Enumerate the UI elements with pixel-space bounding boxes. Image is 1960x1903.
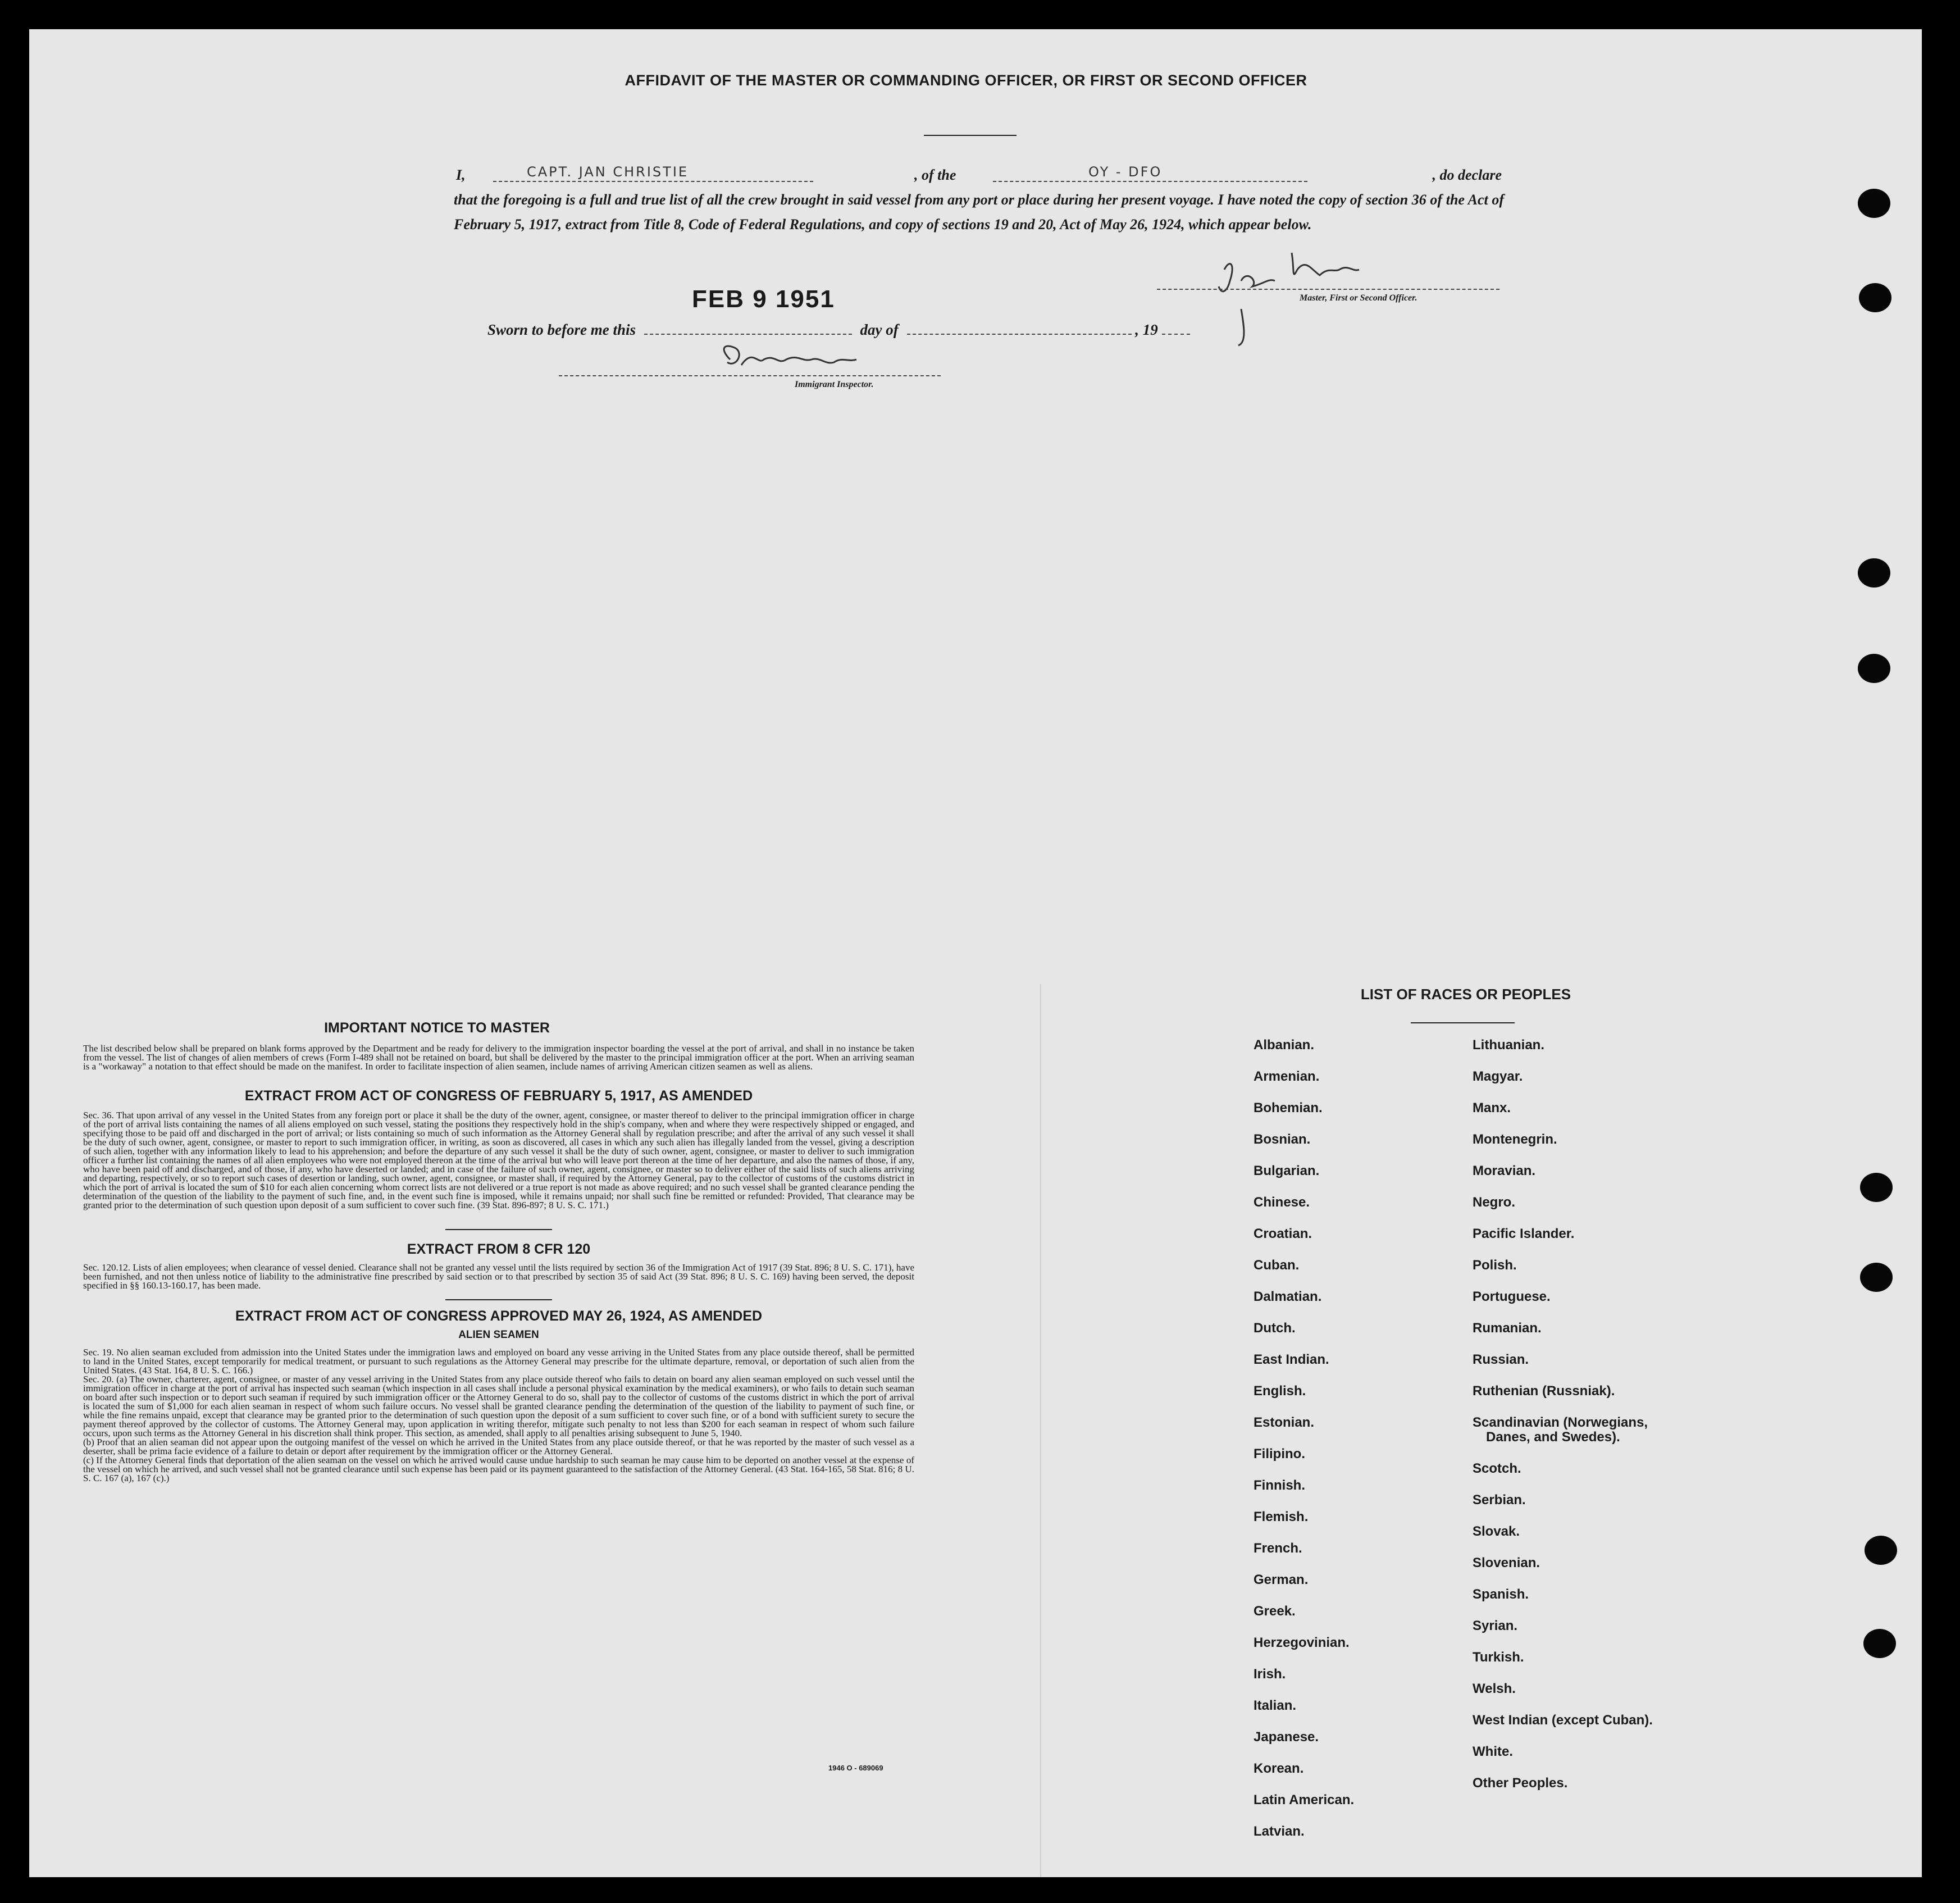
punch-hole [1860,1263,1893,1292]
race-item: Flemish. [1254,1509,1309,1524]
extract-1917-body: Sec. 36. That upon arrival of any vessel in the United States from any foreign port or place it shall be the duty of the owner, agent, consignee, or master thereof to deliver to the principal immigration officer in charge of the port of arrival lists containing the names of all aliens employed on such vessel, stating the positions they respectively hold in the ship's company, when and where they were respectively shipped or engaged, and specifying those to be paid off and discharged in the port of arrival; or lists containing so much of such information as the Attorney General shall by regulation prescribe; and after the arrival of any such vessel it shall be the duty of such owner, agent, consignee, or master to report to such immigration officer, in writing, as soon as discovered, all cases in which any such alien has illegally landed from the vessel, giving a description of such alien, together with any information likely to lead to his apprehension; and before the departure of any such vessel it shall be the duty of such owner, agent, consignee, or master to deliver to such immigration officer a further list containing the names of all alien employees who were not employed thereon at the time of the arrival but who will leave port thereon at the time of her departure, and also the names of those, if any, who have been paid off and discharged, and of those, if any, who have deserted or landed; and in case of the failure of such owner, agent, consignee, or master so to deliver either of the said lists of such aliens arriving and departing, respectively, or so to report such cases of desertion or landing, such owner, agent, consignee, or master shall, if required by the Attorney General, pay to the collector of customs of the customs district in which the port of arrival is located the sum of $10 for each alien concerning whom correct lists are not delivered or a true report is not made as above required; and no such vessel shall be granted clearance pending the determination of the question of the liability to the payment of such fine, and, in the event such fine is imposed, while it remains unpaid; nor shall such fine be remitted or refunded: Provided, That clearance may be granted prior to the determination of such question upon deposit of a sum sufficient to cover such fine. (39 Stat. 896-897; 8 U. S. C. 171.) [83,1110,914,1210]
race-item: Serbian. [1473,1492,1526,1508]
sec-19-body: Sec. 19. No alien seaman excluded from admission into the United States under the immigration laws and employed on board any vesse arriving in the United States from any place outside thereof, shall be permitted to land in the United States, except temporarily for medical treatment, or pursuant to such regulations as the Attorney General may prescribe for the ultimate departure, removal, or deportation of such alien from the United States. (43 Stat. 164, 8 U. S. C. 166.) [83,1347,914,1376]
master-signature-caption: Master, First or Second Officer. [1300,293,1417,303]
sworn-month-field [907,318,1132,335]
punch-hole [1860,1173,1893,1202]
race-item: Finnish. [1254,1478,1305,1493]
race-item: Italian. [1254,1698,1297,1713]
print-code: 1946 O - 689069 [828,1764,883,1772]
race-item: Montenegrin. [1473,1132,1557,1147]
race-item: Ruthenian (Russniak). [1473,1383,1615,1399]
race-item: Estonian. [1254,1415,1315,1430]
race-item: Slovak. [1473,1524,1520,1539]
race-item: French. [1254,1541,1302,1556]
sec-20c-body: (c) If the Attorney General finds that deportation of the alien seaman on the vessel on which he arrived would cause undue hardship to such seaman he may cause him to be deported on another vessel at the expense of the vessel on which he arrived, and such vessel shall not be granted clearance until such expense has been paid or its payment guaranteed to the satisfaction of the Attorney General. (43 Stat. 164-165, 58 Stat. 816; 8 U. S. C. 167 (a), 167 (c).) [83,1455,914,1483]
vessel-name-handwriting: OY - DFO [1088,164,1163,180]
punch-hole [1865,1536,1897,1565]
sec-20b-body: (b) Proof that an alien seaman did not appear upon the outgoing manifest of the vessel on which he arrived in the United States from any place outside thereof, or that he was reported by the master of such vessel as a deserter, shall be prima facie evidence of a failure to detain or deport after requirement by the immigration officer or the Attorney General. [83,1437,914,1456]
vessel-name-field [993,165,1307,182]
race-item: Turkish. [1473,1650,1524,1665]
race-item: Irish. [1254,1667,1286,1682]
extract-1924-title: EXTRACT FROM ACT OF CONGRESS APPROVED MAY 26, 1924, AS AMENDED [235,1308,763,1324]
race-item: West Indian (except Cuban). [1473,1713,1653,1728]
race-item: Japanese. [1254,1729,1319,1745]
race-item: Chinese. [1254,1195,1310,1210]
of-the-label: , of the [914,167,956,183]
race-item: Filipino. [1254,1446,1305,1462]
race-item: Magyar. [1473,1069,1523,1084]
officer-name-handwriting: CAPT. JAN CHRISTIE [527,164,689,180]
races-left-column [1254,1037,1354,1855]
race-item: Russian. [1473,1352,1529,1367]
extract-1917-title: EXTRACT FROM ACT OF CONGRESS OF FEBRUARY 5, 1917, AS AMENDED [244,1088,753,1104]
race-item: Cuban. [1254,1258,1300,1273]
race-item: Albanian. [1254,1037,1315,1053]
notice-title: IMPORTANT NOTICE TO MASTER [324,1020,550,1036]
sworn-label: Sworn to before me this [487,321,636,338]
race-item: Bohemian. [1254,1100,1323,1116]
do-declare-label: , do declare [1432,167,1502,183]
inspector-signature-line [559,375,941,376]
race-item: Portuguese. [1473,1289,1551,1304]
declaration-block [454,163,1504,237]
punch-hole [1863,1629,1896,1658]
race-item: Pacific Islander. [1473,1226,1575,1241]
races-title: LIST OF RACES OR PEOPLES [1360,986,1571,1003]
race-item: Moravian. [1473,1163,1536,1178]
race-item: Scandinavian (Norwegians, [1473,1415,1648,1430]
notice-body: The list described below shall be prepared on blank forms approved by the Department and be ready for delivery to the immigration inspector boarding the vessel at the port of arrival, and shall in no instance be taken from the vessel. The list of changes of alien members of crews (Form I-489 shall not be retained on board, but shall be delivered by the master to the principal immigration officer at the port. When an arriving seaman is a "workaway" a notation to that effect should be made on the manifest. In order to facilitate inspection of alien seamen, include names of arriving American citizen seamen as well as aliens. [83,1043,914,1072]
race-item: Bulgarian. [1254,1163,1320,1178]
race-item: Other Peoples. [1473,1775,1568,1791]
inspector-caption: Immigrant Inspector. [795,380,874,389]
extract-8cfr-title: EXTRACT FROM 8 CFR 120 [407,1241,591,1257]
punch-hole [1858,558,1890,588]
punch-hole [1859,283,1891,312]
alien-seamen-subtitle: ALIEN SEAMEN [458,1329,539,1341]
race-item: Rumanian. [1473,1321,1542,1336]
declaration-prefix: I, [456,167,466,183]
race-item: Herzegovinian. [1254,1635,1350,1650]
officer-name-field [493,165,813,182]
race-item: East Indian. [1254,1352,1329,1367]
extract-8cfr-body: Sec. 120.12. Lists of alien employees; when clearance of vessel denied. Clearance shall not be granted any vessel until the lists required by section 36 of the Immigration Act of 1917 (39 Stat. 896; 8 U. S. C. 171), have been furnished, and not then unless notice of liability to the administrative fine prescribed by said section or to that prescribed by section 35 of said Act (39 Stat. 896; 8 U. S. C. 169) having been served, the deposit specified in §§ 160.13-160.17, has been made. [83,1262,914,1291]
punch-hole [1858,654,1890,683]
divider [445,1229,552,1230]
title-rule [924,135,1017,136]
divider [445,1299,552,1300]
race-item: Bosnian. [1254,1132,1311,1147]
race-item: Scotch. [1473,1461,1521,1476]
race-item: Dalmatian. [1254,1289,1322,1304]
declaration-line-1 [454,163,1504,188]
date-stamp: FEB 9 1951 [692,285,835,313]
race-item: Negro. [1473,1195,1516,1210]
race-item: Polish. [1473,1258,1517,1273]
race-item: Slovenian. [1473,1555,1540,1570]
fold-crease [1040,984,1041,1877]
race-item: Greek. [1254,1604,1296,1619]
year-prefix-label: , 19 [1135,321,1158,338]
master-signature-line [1157,289,1499,290]
race-item: Welsh. [1473,1681,1516,1696]
sworn-year-field [1162,318,1190,335]
race-item: White. [1473,1744,1513,1759]
race-item: Armenian. [1254,1069,1320,1084]
notice-section [83,1020,914,1483]
race-item: Korean. [1254,1761,1304,1776]
race-item: Danes, and Swedes). [1486,1429,1620,1445]
race-item: Spanish. [1473,1587,1529,1602]
race-item: German. [1254,1572,1309,1587]
race-item: Croatian. [1254,1226,1312,1241]
race-item: Manx. [1473,1100,1511,1116]
day-of-label: day of [860,321,899,338]
affidavit-title: AFFIDAVIT OF THE MASTER OR COMMANDING OFFICER, OR FIRST OR SECOND OFFICER [625,72,1307,89]
race-item: Syrian. [1473,1618,1518,1633]
race-item: English. [1254,1383,1306,1399]
punch-hole [1858,189,1890,218]
race-item: Dutch. [1254,1321,1296,1336]
races-title-rule [1411,1022,1515,1023]
race-item: Latin American. [1254,1792,1355,1808]
sworn-date-field [644,318,852,335]
sec-20a-body: Sec. 20. (a) The owner, charterer, agent, consignee, or master of any vessel arriving in the United States from any place outside thereof who fails to detain on board any alien seaman employed on such vessel until the immigration officer in charge at the port of arrival has inspected such seaman (which inspection in all cases shall include a personal physical examination by the medical examiners), or who fails to detain such seaman on board after such inspection or to deport such seaman if required by such immigration officer or the Attorney General to do so, shall pay to the collector of customs of the customs district in which the port of arrival is located the sum of $1,000 for each alien seaman in respect of whom such failure occurs. No vessel shall be granted clearance pending the determination of the question of the liability to payment of such fine, or while the fine remains unpaid, except that clearance may be granted prior to the determination of such question upon the deposit of a sum sufficient to cover such fine, or of a bond with sufficient surety to secure the payment thereof approved by the collector of customs. The Attorney General may, upon application in writing therefor, mitigate such penalty to not less than $200 for each seaman in respect of whom such failure occurs, upon such terms as the Attorney General in his discretion shall think proper. This section, as amended, shall apply to all penalties arising subsequent to June 5, 1940. [83,1374,914,1438]
races-right-column [1473,1037,1653,1806]
race-item: Latvian. [1254,1824,1305,1839]
declaration-body: that the foregoing is a full and true list of all the crew brought in said vessel from any port or place during her present voyage. I have noted the copy of section 36 of the Act of February 5, 1917, extract from Title 8, Code of Federal Regulations, and copy of sections 19 and 20, Act of May 26, 1924, which appear below. [454,192,1504,233]
race-item: Lithuanian. [1473,1037,1544,1053]
